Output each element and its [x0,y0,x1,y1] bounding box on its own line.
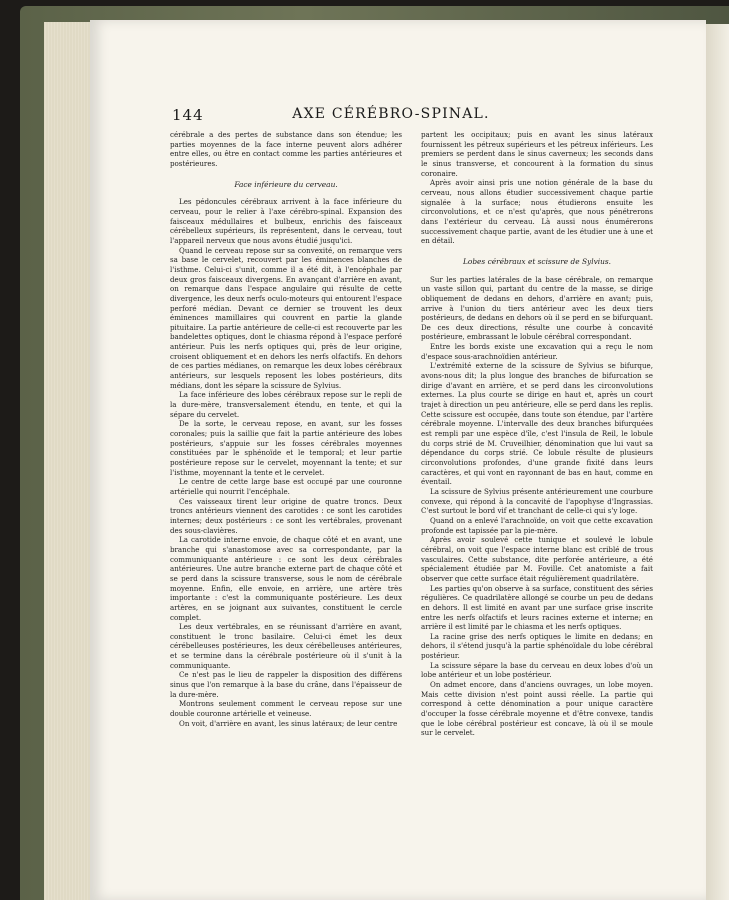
facing-page-edge [706,24,729,900]
paragraph: Montrons seulement comment le cerveau repose sur une double couronne artérielle et veineuse. [170,699,402,719]
paragraph: Après avoir ainsi pris une notion générale de la base du cerveau, nous allons étudier successivement chaque partie signalée à la surface; nous étudierons ensuite les circonvolutions, et ce n'est qu'après, que nous pénétrerons dans l'extérieur du cerveau. Là aussi nous énumérerons successivement chaque partie, avant de les étudier une à une et en détail. [421,178,653,246]
paragraph: La carotide interne envoie, de chaque côté et en avant, une branche qui s'anastomose avec sa correspondante, par la communiquante antérieure : ce sont les deux cérébrales antérieures. Une autre branche externe part de chaque côté et se perd dans la scissure transverse, sous le nom de cérébrale moyenne. Enfin, elle envoie, en arrière, une artère très importante : c'est la communiquante postérieure. Les deux artères, en se joignant aux suivantes, constituent le cercle complet. [170,535,402,622]
left-column [170,130,402,728]
right-column [421,130,653,738]
section-heading: Lobes cérébraux et scissure de Sylvius. [462,256,612,266]
paragraph: Quand on a enlevé l'arachnoïde, on voit que cette excavation profonde est tapissée par la pie-mère. [421,515,653,535]
paragraph: De la sorte, le cerveau repose, en avant, sur les fosses coronales; puis la saillie que fait la partie antérieure des lobes postérieurs, s'appuie sur les fosses cérébrales moyennes constituées par le sphénoïde et le temporal; et leur partie postérieure repose sur le cervelet, moyennant la tente; et sur l'isthme, moyennant la tente et le cervelet. [170,419,402,477]
page-header [172,106,610,124]
page-number: 144 [172,106,204,124]
paragraph: Ces vaisseaux tirent leur origine de quatre troncs. Deux troncs antérieurs viennent des carotides : ce sont les carotides internes; deux postérieurs : ce sont les vertébrales, provenant des sous-clavières. [170,496,402,535]
paragraph: Les parties qu'on observe à sa surface, constituent des séries régulières. Ce quadrilatère allongé se courbe un peu de dedans en dehors. Il est limité en avant par une surface grise inscrite entre les nerfs olfactifs et leurs racines externe et interne; en arrière il est limité par le chiasma et les nerfs optiques. [421,583,653,632]
paragraph: La racine grise des nerfs optiques le limite en dedans; en dehors, il s'étend jusqu'à la partie sphénoïdale du lobe cérébral postérieur. [421,631,653,661]
paragraph: Le centre de cette large base est occupé par une couronne artérielle qui nourrit l'encéphale. [170,477,402,496]
paragraph: La scissure de Sylvius présente antérieurement une courbure convexe, qui répond à la concavité de l'apophyse d'Ingrassias. C'est surtout le bord vif et tranchant de celle-ci qui s'y loge. [421,486,653,516]
paragraph: Ce n'est pas le lieu de rappeler la disposition des différens sinus que l'on remarque à la base du crâne, dans l'épaisseur de la dure-mère. [170,670,402,699]
paragraph: Les pédoncules cérébraux arrivent à la face inférieure du cerveau, pour le relier à l'axe cérébro-spinal. Expansion des faisceaux médullaires et bulbeux, enrichis des faisceaux cérébelleux supérieurs, ils représentent, dans le cerveau, tout l'appareil nerveux que nous avons étudié jusqu'ici. [170,197,402,245]
paragraph: partent les occipitaux; puis en avant les sinus latéraux fournissent les pétreux supérieurs et les pétreux inférieurs. Les premiers se perdent dans le sinus caverneux; les seconds dans le sinus transverse, et concourent à la formation du sinus coronaire. [421,130,653,178]
section-heading: Face inférieure du cerveau. [234,179,338,189]
page-edges [44,22,93,900]
paragraph: On voit, d'arrière en avant, les sinus latéraux; de leur centre [179,718,398,728]
paragraph: Après avoir soulevé cette tunique et soulevé le lobule cérébral, on voit que l'espace interne blanc est criblé de trous vasculaires. Cette substance, dite perforée antérieure, a été spécialement étudiée par M. Foville. Cet anatomiste a fait observer que cette surface était régulièrement quadrilatère. [421,535,653,583]
paragraph: Entre les bords existe une excavation qui a reçu le nom d'espace sous-arachnoïdien antérieur. [421,342,653,361]
paragraph: Quand le cerveau repose sur sa convexité, on remarque vers sa base le cervelet, recouvert par les éminences blanches de l'isthme. Celui-ci s'unit, comme il a été dit, à l'encéphale par deux gros faisceaux divergens. En avançant d'arrière en avant, on remarque dans l'espace angulaire qui résulte de cette divergence, les deux nerfs oculo-moteurs qui entourent l'espace perforé médian. Devant ce dernier se trouvent les deux éminences mamillaires qui couvrent en partie la glande pituitaire. La partie antérieure de celle-ci est recouverte par les bandelettes optiques, dont le chiasma répond à l'espace perforé antérieur. Puis les nerfs optiques qui, près de leur origine, croisent obliquement et en dehors les nerfs olfactifs. En dehors de ces parties médianes, on remarque les deux lobes cérébraux antérieurs, sur lesquels reposent les lobes postérieurs, dits médians, dont les sépare la scissure de Sylvius. [170,245,402,390]
paragraph: La scissure sépare la base du cerveau en deux lobes d'où un lobe antérieur et un lobe postérieur. [421,660,653,680]
paragraph: Les deux vertébrales, en se réunissant d'arrière en avant, constituent le tronc basilaire. Celui-ci émet les deux cérébelleuses postérieures, les deux cérébelleuses antérieures, et se termine dans la cérébrale postérieure où il s'unit à la communiquante. [170,622,402,670]
running-title: AXE CÉRÉBRO-SPINAL. [292,106,490,122]
paragraph: L'extrémité externe de la scissure de Sylvius se bifurque, avons-nous dit; la plus longue des branches de bifurcation se dirige d'avant en arrière, et se perd dans les circonvolutions externes. La plus courte se dirige en haut et, après un court trajet à direction un peu antérieure, elle se perd dans les replis. Cette scissure est occupée, dans toute son étendue, par l'artère cérébrale moyenne. L'intervalle des deux branches bifurquées est rempli par une espèce d'île, c'est l'insula de Reil, le lobule du corps strié de M. Cruveilhier, dénomination que lui vaut sa dépendance du corps strié. Ce lobule résulte de plusieurs circonvolutions profondes, d'une grande fixité dans leurs caractères, et qui vont en rayonnant de bas en haut, comme en éventail. [421,361,653,487]
paragraph: La face inférieure des lobes cérébraux repose sur le repli de la dure-mère, transversalement étendu, en tente, et qui la sépare du cervelet. [170,390,402,419]
paragraph: Sur les parties latérales de la base cérébrale, on remarque un vaste sillon qui, partant du centre de la masse, se dirige obliquement de dedans en dehors, d'arrière en avant; puis, arrive à l'union du tiers antérieur avec les deux tiers postérieurs, de dedans en dehors où il se perd en se bifurquant. De ces deux directions, résulte une courbe à concavité postérieure, embrassant le lobule cérébral correspondant. [421,274,653,342]
paragraph: cérébrale a des pertes de substance dans son étendue; les parties moyennes de la face interne peuvent alors adhérer entre elles, ou être en contact comme les parties antérieures et postérieures. [170,130,402,168]
paragraph: On admet encore, dans d'anciens ouvrages, un lobe moyen. Mais cette division n'est point aussi réelle. La partie qui correspond à cette dénomination a pour unique caractère d'occuper la fosse cérébrale moyenne et d'être convexe, tandis que le lobe cérébral postérieur est concave, là où il se moule sur le cervelet. [421,680,653,738]
